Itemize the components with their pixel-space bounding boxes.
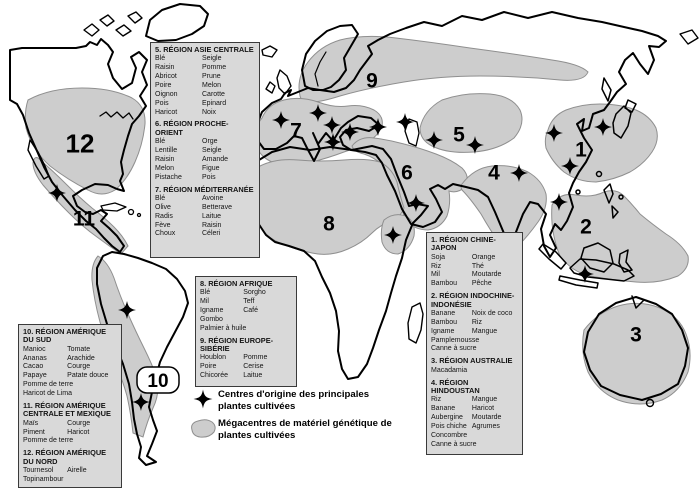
crop-name: Igname xyxy=(431,327,455,335)
crop-name: Teff xyxy=(243,298,255,306)
crop-row xyxy=(155,195,255,204)
legend-megacenters-label: Mégacentres de matériel génétique de plantes cultivées xyxy=(218,418,392,441)
crop-name: Mil xyxy=(431,271,440,279)
crop-name: Aubergine xyxy=(431,414,463,422)
crop-name: Airelle xyxy=(67,467,87,475)
crop-name: Haricot xyxy=(67,428,90,436)
crop-name: Gombo xyxy=(200,315,223,323)
crop-name: Carotte xyxy=(202,90,225,98)
info-box-regions-8-9 xyxy=(195,276,297,387)
crop-row xyxy=(431,414,518,423)
crop-row xyxy=(200,325,292,334)
region-title-8: 8. RÉGION AFRIQUE xyxy=(200,279,273,288)
crop-name: Figue xyxy=(202,164,220,172)
crop-name: Pamplemousse xyxy=(431,336,480,344)
region-title-10: 10. RÉGION AMÉRIQUE DU SUD xyxy=(23,327,107,345)
crop-row xyxy=(431,396,518,405)
crop-name: Igname xyxy=(200,307,224,315)
crop-row xyxy=(155,165,255,174)
crop-name: Melon xyxy=(202,81,222,89)
crop-name: Pêche xyxy=(471,280,492,288)
crop-name: Haricot xyxy=(471,405,495,413)
region-title-4: 4. RÉGION HINDOUSTAN xyxy=(431,377,480,395)
crop-name: Macadamia xyxy=(431,366,468,374)
crop-name: Oignon xyxy=(155,90,178,98)
crop-row xyxy=(155,109,255,118)
crop-name: Blé xyxy=(155,55,166,63)
crop-row xyxy=(23,420,117,429)
crop-name: Soja xyxy=(431,253,446,261)
crop-name: Pomme xyxy=(243,354,268,362)
megacenter-europe-siberia xyxy=(299,36,588,102)
crop-name: Mil xyxy=(200,298,209,306)
crop-row xyxy=(431,328,518,337)
crop-row xyxy=(200,363,292,372)
megacenter-africa xyxy=(252,159,404,254)
crop-name: Blé xyxy=(155,138,166,146)
region-number-1: 1 xyxy=(575,138,587,162)
info-box-regions-10-11-12 xyxy=(18,324,122,488)
crop-name: Bambou xyxy=(431,318,458,326)
crop-name: Laitue xyxy=(243,372,263,380)
crop-name: Orge xyxy=(202,138,218,146)
crop-name: Papaye xyxy=(23,372,47,380)
crop-name: Haricot xyxy=(155,108,178,116)
region-title-2: 2. RÉGION INDOCHINE-INDONÉSIE xyxy=(431,291,515,309)
crop-name: Bambou xyxy=(431,280,458,288)
crop-row xyxy=(431,310,518,319)
region-number-5: 5 xyxy=(453,123,465,147)
crop-name: Courge xyxy=(67,363,91,371)
crop-name: Pomme de terre xyxy=(23,381,74,389)
crop-row xyxy=(431,263,518,272)
info-box-regions-1-2-3-4 xyxy=(426,232,523,455)
crop-name: Banane xyxy=(431,309,456,317)
crop-name: Riz xyxy=(471,318,482,326)
crop-row xyxy=(200,298,292,307)
legend xyxy=(188,388,398,446)
british-isles xyxy=(262,46,291,94)
region-number-7: 7 xyxy=(290,119,302,143)
crop-name: Cerise xyxy=(243,363,264,371)
region-title-5: 5. RÉGION ASIE CENTRALE xyxy=(155,45,254,54)
crop-row xyxy=(431,405,518,414)
crop-name: Chicorée xyxy=(200,372,229,380)
crop-row xyxy=(155,174,255,183)
crop-name: Manioc xyxy=(23,345,46,353)
crop-name: Raisin xyxy=(202,221,222,229)
crop-row xyxy=(155,64,255,73)
crop-row xyxy=(155,100,255,109)
region-number-3: 3 xyxy=(630,323,642,347)
crop-name: Arachide xyxy=(67,354,95,362)
region-number-9: 9 xyxy=(366,69,378,93)
crop-name: Prune xyxy=(202,73,221,81)
crop-row xyxy=(200,289,292,298)
crop-row xyxy=(23,381,117,390)
region-number-4: 4 xyxy=(488,161,500,185)
megacenter-china-japan xyxy=(545,104,657,182)
crop-row xyxy=(200,372,292,381)
crop-name: Abricot xyxy=(155,73,177,81)
crop-name: Agrumes xyxy=(471,422,500,430)
crop-row xyxy=(431,423,518,432)
region-number-8: 8 xyxy=(323,212,335,236)
center-of-origin-marker xyxy=(396,113,414,131)
crop-name: Epinard xyxy=(202,99,227,107)
crop-name: Canne à sucre xyxy=(431,440,477,448)
crop-name: Céleri xyxy=(202,230,221,238)
crop-name: Raisin xyxy=(155,64,175,72)
info-box-regions-5-6-7 xyxy=(150,42,260,258)
crop-row xyxy=(155,156,255,165)
crop-name: Pomme xyxy=(202,64,227,72)
region-title-1: 1. RÉGION CHINE-JAPON xyxy=(431,235,496,253)
crop-row xyxy=(200,316,292,325)
crop-name: Topinambour xyxy=(23,475,64,483)
crop-row xyxy=(155,91,255,100)
crop-name: Cacao xyxy=(23,363,44,371)
crop-name: Maïs xyxy=(23,419,39,427)
legend-centers-label: Centres d'origine des principales plantes cultivées xyxy=(218,389,370,412)
crop-row xyxy=(431,254,518,263)
region-title-9: 9. RÉGION EUROPE-SIBÉRIE xyxy=(200,335,274,354)
crop-name: Moutarde xyxy=(471,414,502,422)
crop-name: Seigle xyxy=(202,147,222,155)
crop-name: Sorgho xyxy=(243,289,266,297)
crop-name: Laitue xyxy=(202,212,222,220)
crop-name: Thé xyxy=(471,262,484,270)
crop-row xyxy=(200,307,292,316)
madagascar-outline xyxy=(408,303,423,343)
crop-name: Ananas xyxy=(23,354,47,362)
crop-name: Noix xyxy=(202,108,217,116)
crop-name: Melon xyxy=(155,164,175,172)
crop-row xyxy=(23,390,117,399)
crop-row xyxy=(431,367,518,376)
crop-row xyxy=(23,429,117,438)
crop-row xyxy=(431,271,518,280)
crop-name: Poire xyxy=(155,81,172,89)
crop-row xyxy=(431,280,518,289)
crop-name: Choux xyxy=(155,230,176,238)
crop-name: Café xyxy=(243,307,259,315)
crop-row xyxy=(23,363,117,372)
greenland-outline xyxy=(146,4,208,41)
crop-row xyxy=(431,319,518,328)
legend-centers-row xyxy=(188,388,398,412)
crop-name: Avoine xyxy=(202,194,224,202)
crop-row xyxy=(431,337,518,346)
crop-name: Courge xyxy=(67,419,91,427)
crop-name: Riz xyxy=(431,262,442,270)
crop-name: Concombre xyxy=(431,431,468,439)
crop-name: Poire xyxy=(200,363,217,371)
crop-row xyxy=(23,372,117,381)
crop-row xyxy=(155,230,255,239)
crop-name: Houblon xyxy=(200,354,227,362)
crop-name: Olive xyxy=(155,203,171,211)
crop-row xyxy=(155,222,255,231)
region-title-3: 3. RÉGION AUSTRALIE xyxy=(431,356,513,366)
region-number-2: 2 xyxy=(580,215,592,239)
region-number-12: 12 xyxy=(65,128,95,159)
legend-megacenters-row xyxy=(188,417,398,441)
crop-name: Haricot de Lima xyxy=(23,390,73,398)
diamond-icon xyxy=(188,388,218,410)
crop-row xyxy=(23,476,117,485)
crop-name: Amande xyxy=(202,155,229,163)
crop-name: Patate douce xyxy=(67,372,109,380)
crop-row xyxy=(23,437,117,446)
crop-name: Fève xyxy=(155,221,171,229)
crop-name: Orange xyxy=(471,253,496,261)
crop-row xyxy=(155,82,255,91)
crop-row xyxy=(200,354,292,363)
crop-name: Riz xyxy=(431,396,442,404)
crop-name: Pois chiche xyxy=(431,422,467,430)
gray-blob-icon xyxy=(188,417,218,441)
crop-row xyxy=(23,355,117,364)
crop-name: Tournesol xyxy=(23,467,54,475)
crop-name: Radis xyxy=(155,212,173,220)
crop-row xyxy=(23,467,117,476)
crop-row xyxy=(155,204,255,213)
crop-row xyxy=(155,213,255,222)
region-title-6: 6. RÉGION PROCHE-ORIENT xyxy=(155,119,229,137)
crop-name: Lentille xyxy=(155,147,178,155)
crop-name: Seigle xyxy=(202,55,222,63)
crop-row xyxy=(155,55,255,64)
crop-name: Canne à sucre xyxy=(431,345,477,353)
crop-row xyxy=(155,147,255,156)
crop-name: Banane xyxy=(431,405,456,413)
region-number-6: 6 xyxy=(401,161,413,185)
region-number-10: 10 xyxy=(147,370,169,392)
crop-row xyxy=(431,441,518,450)
crop-name: Mangue xyxy=(471,327,498,335)
region-title-7: 7. RÉGION MÉDITERRANÉE xyxy=(155,184,254,194)
crop-name: Betterave xyxy=(202,203,232,211)
crop-name: Moutarde xyxy=(471,271,502,279)
crop-name: Noix de coco xyxy=(471,309,513,317)
crop-row xyxy=(431,345,518,354)
crop-name: Blé xyxy=(155,194,166,202)
region-title-12: 12. RÉGION AMÉRIQUE DU NORD xyxy=(23,448,107,466)
crop-row xyxy=(431,432,518,441)
crop-row xyxy=(23,346,117,355)
crop-name: Blé xyxy=(200,289,211,297)
crop-name: Piment xyxy=(23,428,45,436)
region-title-11: 11. RÉGION AMÉRIQUE CENTRALE ET MEXIQUE xyxy=(23,400,111,419)
crop-name: Mangue xyxy=(471,396,498,404)
crop-name: Pomme de terre xyxy=(23,437,74,445)
crop-name: Tomate xyxy=(67,345,91,353)
crop-row xyxy=(155,73,255,82)
crop-name: Pistache xyxy=(155,173,182,181)
crop-name: Pois xyxy=(155,99,169,107)
crop-row xyxy=(155,138,255,147)
crop-name: Pois xyxy=(202,173,216,181)
region-number-11: 11 xyxy=(72,207,96,231)
crop-name: Raisin xyxy=(155,155,175,163)
crop-name: Palmier à huile xyxy=(200,324,247,332)
